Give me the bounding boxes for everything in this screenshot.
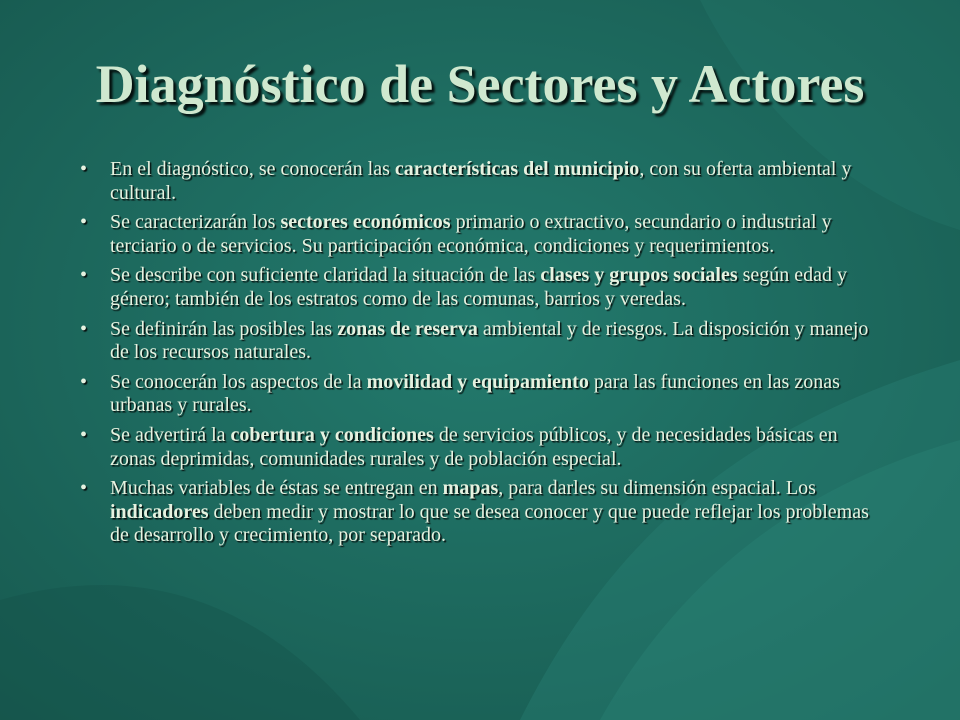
- bullet-emphasis: cobertura y condiciones: [230, 423, 434, 446]
- bullet-icon: •: [80, 423, 88, 446]
- bullet-text: , para darles su dimensión espacial. Los: [498, 477, 816, 500]
- bullet-text: Se definirán las posibles las: [110, 317, 338, 340]
- bullet-text: deben medir y mostrar lo que se desea conocer y que puede reflejar los problemas de desarrollo y crecimiento, por separado.: [110, 500, 869, 547]
- bullet-icon: •: [80, 158, 88, 180]
- bullet-item: [76, 477, 876, 548]
- bullet-icon: •: [80, 477, 88, 500]
- bullet-emphasis: mapas: [442, 477, 499, 500]
- bullet-icon: •: [80, 370, 88, 393]
- bullet-item: [76, 318, 876, 365]
- bullet-emphasis: movilidad y equipamiento: [366, 370, 589, 393]
- bullet-emphasis: características del municipio: [394, 158, 640, 180]
- bullet-emphasis: clases y grupos sociales: [540, 264, 738, 287]
- bullet-item: [76, 424, 876, 471]
- bullet-emphasis: indicadores: [110, 500, 209, 523]
- bullet-icon: •: [80, 264, 88, 287]
- bullet-text: En el diagnóstico, se conocerán las: [110, 158, 395, 180]
- bullet-item: [76, 211, 876, 258]
- bullet-text: , con su oferta ambiental y cultural.: [110, 158, 852, 204]
- bullet-text: primario o extractivo, secundario o industrial y terciario o de servicios. Su participación económica, condiciones y requerimientos.: [110, 211, 832, 257]
- slide-title: Diagnóstico de Sectores y Actores: [95, 54, 865, 114]
- bullet-item: [76, 158, 876, 205]
- bullet-emphasis: sectores económicos: [280, 211, 451, 234]
- bullet-text: para las funciones en las zonas urbanas y rurales.: [110, 370, 840, 417]
- bullet-text: Se conocerán los aspectos de la: [110, 370, 367, 393]
- bullet-text: Se describe con suficiente claridad la situación de las: [110, 264, 541, 287]
- bullet-text: Se caracterizarán los: [110, 211, 281, 234]
- bullet-icon: •: [80, 211, 88, 234]
- bullet-item: [76, 371, 876, 418]
- bullet-item: [76, 264, 876, 311]
- bullet-text: según edad y género; también de los estratos como de las comunas, barrios y veredas.: [110, 264, 848, 310]
- bullet-emphasis: zonas de reserva: [337, 317, 478, 340]
- bullet-text: Se advertirá la: [110, 423, 231, 446]
- bullet-text: ambiental y de riesgos. La disposición y manejo de los recursos naturales.: [110, 317, 869, 364]
- bullet-text: de servicios públicos, y de necesidades básicas en zonas deprimidas, comunidades rurales y de población especial.: [110, 423, 838, 470]
- bullet-icon: •: [80, 317, 88, 340]
- bullet-list: [76, 158, 876, 554]
- bullet-text: Muchas variables de éstas se entregan en: [110, 477, 443, 500]
